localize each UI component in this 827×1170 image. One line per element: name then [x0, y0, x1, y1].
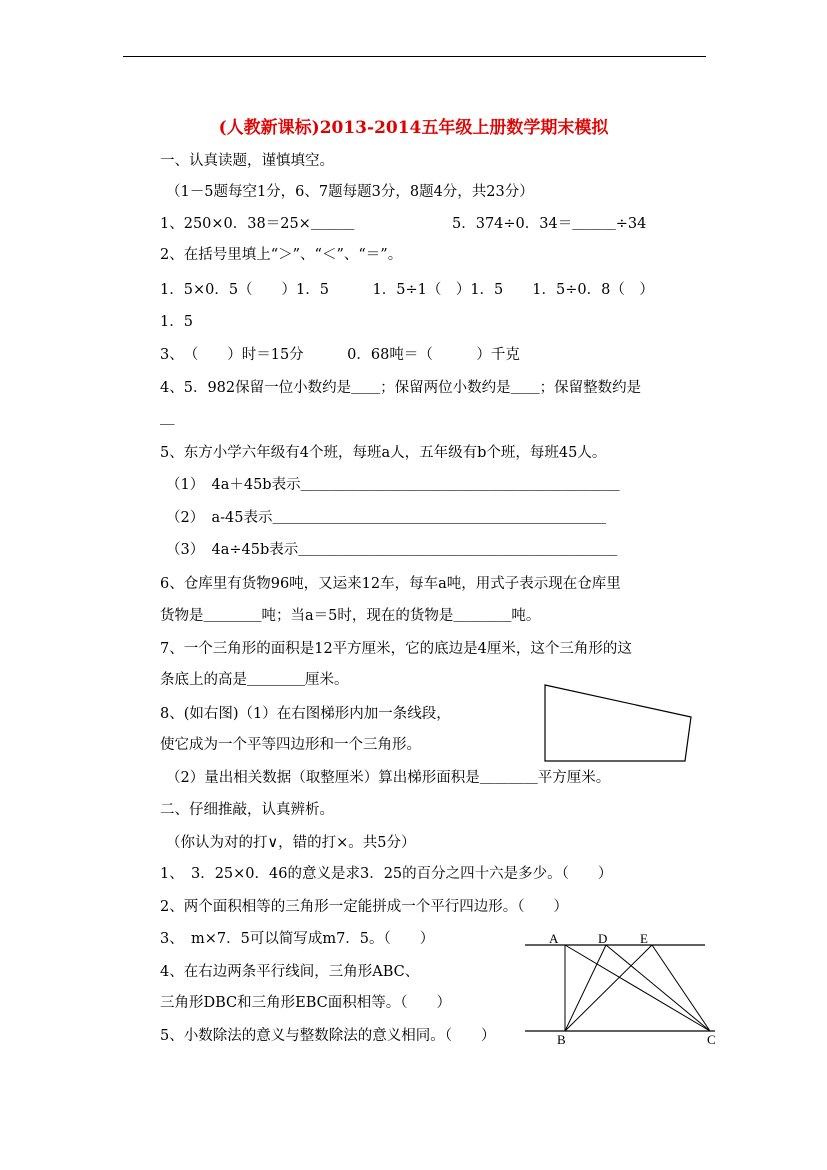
label-C: C: [707, 1032, 716, 1047]
label-D: D: [598, 931, 608, 946]
segment-AC: [565, 945, 710, 1031]
page-title: (人教新课标)2013-2014五年级上册数学期末模拟: [218, 118, 609, 138]
question-8-cont: 使它成为一个平等四边形和一个三角形。: [160, 737, 421, 753]
question-6: 6、仓库里有货物96吨，又运来12车，每车a吨，用式子表示现在仓库里: [160, 576, 621, 592]
question-4: 4、5．982保留一位小数约是＿＿；保留两位小数约是＿＿；保留整数约是: [160, 380, 642, 396]
header-rule: [123, 56, 706, 57]
segment-EB: [565, 945, 652, 1031]
question-1: 1、250×0．38＝25×＿＿＿: [160, 216, 355, 232]
judge-question-4-cont: 三角形DBC和三角形EBC面积相等。（ ）: [160, 995, 451, 1011]
question-7-cont: 条底上的高是＿＿＿＿厘米。: [160, 672, 349, 688]
question-5-part-1: （1） 4a＋45b表示＿＿＿＿＿＿＿＿＿＿＿＿＿＿＿＿＿＿＿＿＿＿: [166, 477, 620, 493]
question-4-cont: ＿: [160, 411, 175, 427]
segment-EC: [652, 945, 710, 1031]
judge-question-2: 2、两个面积相等的三角形一定能拼成一个平行四边形。（ ）: [160, 899, 568, 915]
question-3: 3、 （ ）时＝15分 0．68吨＝（ ）千克: [160, 347, 520, 363]
question-7: 7、一个三角形的面积是12平方厘米，它的底边是4厘米，这个三角形的这: [160, 641, 632, 657]
question-2-items: 1．5×0．5（ ）1．5 1．5÷1（ ）1．5 1．5÷0．8（ ）: [160, 282, 654, 298]
trapezoid-shape: [545, 685, 691, 761]
question-6-cont: 货物是＿＿＿＿吨；当a＝5时，现在的货物是＿＿＿＿吨。: [160, 608, 541, 624]
section-2-heading: 二、仔细推敲，认真辨析。: [160, 802, 334, 818]
segment-DB: [565, 945, 606, 1031]
label-A: A: [549, 931, 559, 946]
section-1-heading: 一、认真读题，谨慎填空。: [160, 153, 334, 169]
judge-question-5: 5、小数除法的意义与整数除法的意义相同。（ ）: [160, 1028, 496, 1044]
label-E: E: [640, 931, 648, 946]
question-8-part-2: （2）量出相关数据（取整厘米）算出梯形面积是＿＿＿＿平方厘米。: [166, 770, 611, 786]
question-5: 5、东方小学六年级有4个班，每班a人，五年级有b个班，每班45人。: [160, 445, 607, 461]
section-1-scoring: （1－5题每空1分，6、7题每题3分，8题4分，共23分）: [166, 184, 534, 200]
judge-question-3: 3、 m×7．5可以简写成m7．5。（ ）: [160, 931, 435, 947]
question-2-items-cont: 1．5: [160, 314, 193, 330]
question-2: 2、在括号里填上“＞”、“＜”、“＝”。: [160, 247, 403, 263]
trapezoid-figure: [540, 680, 700, 765]
judge-question-1: 1、 3．25×0．46的意义是求3．25的百分之四十六是多少。（ ）: [160, 866, 613, 882]
question-8: 8、(如右图)（1）在右图梯形内加一条线段，: [160, 706, 451, 722]
segment-DC: [606, 945, 710, 1031]
question-5-part-2: （2） a-45表示＿＿＿＿＿＿＿＿＿＿＿＿＿＿＿＿＿＿＿＿＿＿＿: [166, 510, 606, 526]
judge-question-4: 4、在右边两条平行线间，三角形ABC、: [160, 964, 420, 980]
label-B: B: [557, 1032, 566, 1047]
section-2-scoring: （你认为对的打∨，错的打×。共5分）: [166, 835, 416, 851]
parallel-triangles-figure: [520, 928, 725, 1048]
question-5-part-3: （3） 4a÷45b表示＿＿＿＿＿＿＿＿＿＿＿＿＿＿＿＿＿＿＿＿＿＿: [166, 542, 618, 558]
question-5-calc: 5．374÷0．34＝＿＿＿÷34: [452, 216, 647, 232]
